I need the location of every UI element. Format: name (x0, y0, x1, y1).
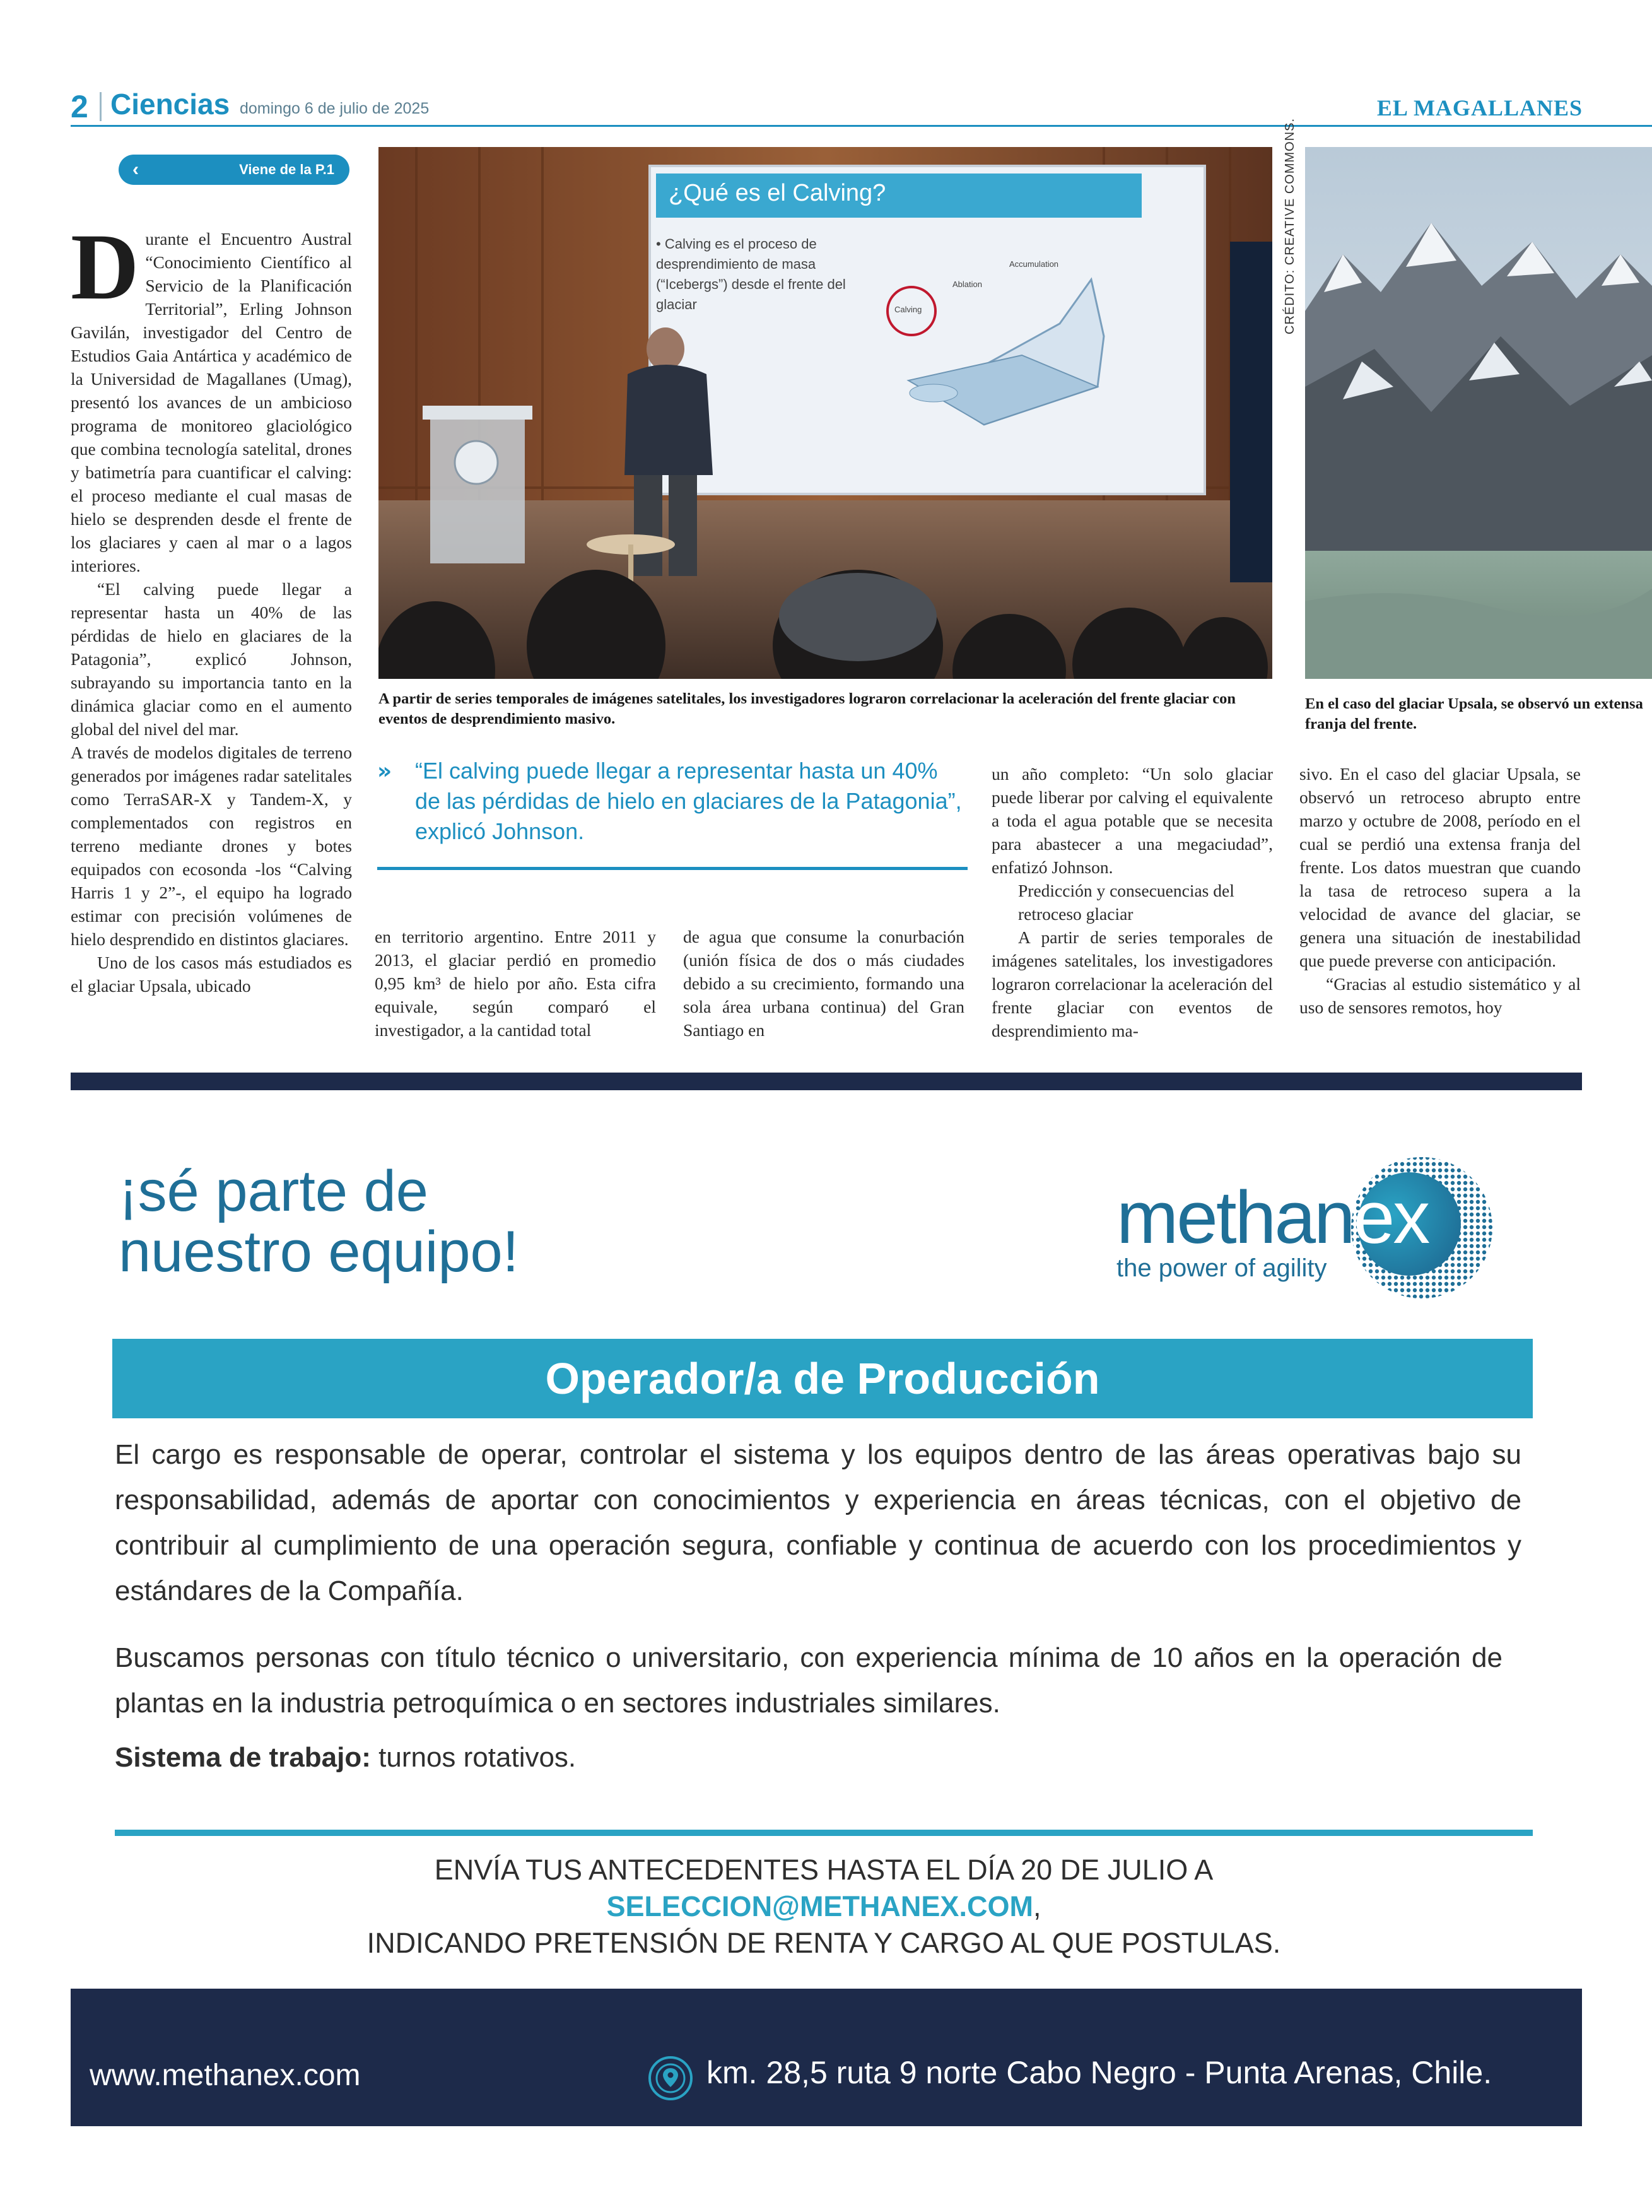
ad-headline (119, 1161, 518, 1282)
send-line: ENVÍA TUS ANTECEDENTES HASTA EL DÍA 20 DE JULIO A (434, 1854, 1214, 1886)
methanex-logo (1110, 1155, 1495, 1306)
email-link[interactable]: SELECCION@METHANEX.COM (606, 1890, 1033, 1922)
send-email-line (115, 1888, 1533, 1925)
lead-text: urante el Encuentro Austral “Conocimiento Científico al Servicio de la Planificación Territorial”, Erling Johnson Gavilán, investigador del Centro de Estudios Gaia Antártica y académico de la Universidad de Magallanes (Umag), presentó los avances de un ambicioso programa de monitoreo glaciológico que combina tecnología satelital, drones y batimetría para cuantificar el calving: el proceso mediante el cual masas de hielo se desprenden desde el frente de los glaciares y caen al mar o a lagos interiores. (71, 229, 352, 575)
work-system-value: turnos rotativos. (370, 1742, 577, 1773)
drop-cap: D (71, 215, 139, 319)
article-column-4 (992, 762, 1273, 1042)
paragraph: de agua que consume la conurbación (unión física de dos o más ciudades debido a su crecimiento, formando una sola área urbana continua) del Gran Santiago en (683, 927, 964, 1040)
glacier-photo (1305, 147, 1652, 679)
ad-rule (115, 1830, 1533, 1836)
logo-wordmark-ex: ex (1353, 1176, 1429, 1259)
header-rule (71, 125, 1652, 127)
section-divider-band (71, 1073, 1582, 1090)
slide-title: ¿Qué es el Calving? (669, 180, 886, 206)
send-comma: , (1033, 1890, 1041, 1922)
article-column-1 (71, 215, 352, 997)
paragraph: A través de modelos digitales de terreno generados por imágenes radar satelitales como TerraSAR-X y Tandem-X, y complementados con registros en terreno mediante drones y botes equipados con ecosonda -los “Calving Harris 1 y 2”-, el equipo ha logrado estimar con precisión volúmenes de hielo desprendido en distintos glaciares. (71, 743, 352, 949)
slide-label-accumulation: Accumulation (1009, 259, 1059, 269)
continued-label: Viene de la P.1 (239, 162, 334, 177)
work-system-label: Sistema de trabajo: (115, 1742, 371, 1773)
ad-footer (71, 1989, 1582, 2126)
send-line: INDICANDO PRETENSIÓN DE RENTA Y CARGO AL QUE POSTULAS. (366, 1927, 1281, 1959)
address: km. 28,5 ruta 9 norte Cabo Negro - Punta Arenas, Chile. (706, 2055, 1492, 2090)
double-chevron-icon: » (377, 758, 392, 784)
article-column-3 (683, 925, 964, 1042)
publication-date: domingo 6 de julio de 2025 (240, 100, 430, 117)
slide-label-calving: Calving (894, 305, 922, 314)
job-requirements: Buscamos personas con título técnico o universitario, con experiencia mínima de 10 años en la operación de plantas en la industria petroquímica o en sectores industriales similares. (115, 1642, 1503, 1719)
header-divider (100, 92, 102, 121)
website-link[interactable]: www.methanex.com (90, 2059, 361, 2092)
chevron-left-icon: ‹ (132, 159, 139, 180)
ad-headline-line: nuestro equipo! (119, 1220, 519, 1284)
article-column-5 (1299, 762, 1581, 1019)
work-system (115, 1735, 1521, 1780)
pull-quote-rule (377, 867, 968, 870)
photo-credit-text: CRÉDITO: CREATIVE COMMONS. (1283, 117, 1297, 334)
location-pin-icon (648, 2056, 693, 2101)
pull-quote-text: “El calving puede llegar a representar hasta un 40% de las pérdidas de hielo en glaciares de la Patagonia”, explicó Johnson. (415, 758, 962, 844)
paragraph: A partir de series temporales de imágenes satelitales, los investigadores lograron correlacionar la aceleración del frente glaciar con eventos de desprendimiento ma- (992, 927, 1273, 1040)
logo-tagline: the power of agility (1116, 1254, 1327, 1282)
paragraph: “El calving puede llegar a representar hasta un 40% de las pérdidas de hielo en glaciares de la Patagonia”, explicó Johnson, subrayando su importancia tanto en la dinámica glaciar como en el aumento global del nivel del mar. (71, 579, 352, 739)
paragraph: “Gracias al estudio sistemático y al uso de sensores remotos, hoy (1299, 974, 1581, 1017)
job-description: El cargo es responsable de operar, controlar el sistema y los equipos dentro de las áreas operativas bajo su responsabilidad, además de aportar con conocimientos y experiencia en áreas técnicas, con el objetivo de contribuir al cumplimiento de una operación segura, confiable y continua de acuerdo con los procedimientos y estándares de la Compañía. (115, 1439, 1521, 1606)
photo2-caption: En el caso del glaciar Upsala, se observó un extensa franja del frente. (1305, 695, 1643, 732)
pull-quote (377, 756, 968, 847)
job-title-bar: Operador/a de Producción (112, 1339, 1533, 1418)
photo-caption: A partir de series temporales de imágenes satelitales, los investigadores lograron correlacionar la aceleración del frente glaciar con eventos de desprendimiento masivo. (378, 690, 1236, 727)
article-column-2 (375, 925, 656, 1042)
logo-wordmark-main: methan (1116, 1176, 1354, 1259)
photo-credit (1282, 117, 1299, 341)
paragraph: en territorio argentino. Entre 2011 y 2013, el glaciar perdió en promedio 0,95 km³ de hielo por año. Esta cifra equivale, según comparó el investigador, a la cantidad total (375, 927, 656, 1040)
ad-headline-line: ¡sé parte de (119, 1159, 428, 1223)
slide-bullet: • Calving es el proceso de desprendimiento de masa (“Icebergs”) desde el frente del glaciar (656, 236, 846, 312)
lead-paragraph (71, 215, 352, 577)
conference-photo (378, 147, 1272, 679)
slide-label-ablation: Ablation (952, 279, 982, 289)
newspaper-name: EL MAGALLANES (1376, 95, 1583, 121)
section-title: Ciencias (110, 88, 230, 121)
page-number: 2 (71, 89, 88, 124)
logo-wordmark (1116, 1176, 1429, 1259)
continued-from-pill[interactable] (119, 155, 349, 185)
conference-photo-art (378, 147, 1272, 679)
paragraph: sivo. En el caso del glaciar Upsala, se observó un retroceso abrupto entre marzo y octubre de 2008, período en el cual se perdió una extensa franja del frente. Los datos muestran que cuando la tasa de retroceso supera a la velocidad de avance del glaciar, se genera una situación de inestabilidad que puede preverse con anticipación. (1299, 764, 1581, 970)
paragraph: un año completo: “Un solo glaciar puede liberar por calving el equivalente a toda el agua potable que se necesita para abastecer a una megaciudad”, enfatizó Johnson. (992, 764, 1273, 877)
paragraph: Uno de los casos más estudiados es el glaciar Upsala, ubicado (71, 953, 352, 996)
glacier-photo-art (1305, 147, 1652, 679)
application-instructions (115, 1852, 1533, 1962)
article-subhead: Predicción y consecuencias del retroceso glaciar (1018, 881, 1234, 924)
